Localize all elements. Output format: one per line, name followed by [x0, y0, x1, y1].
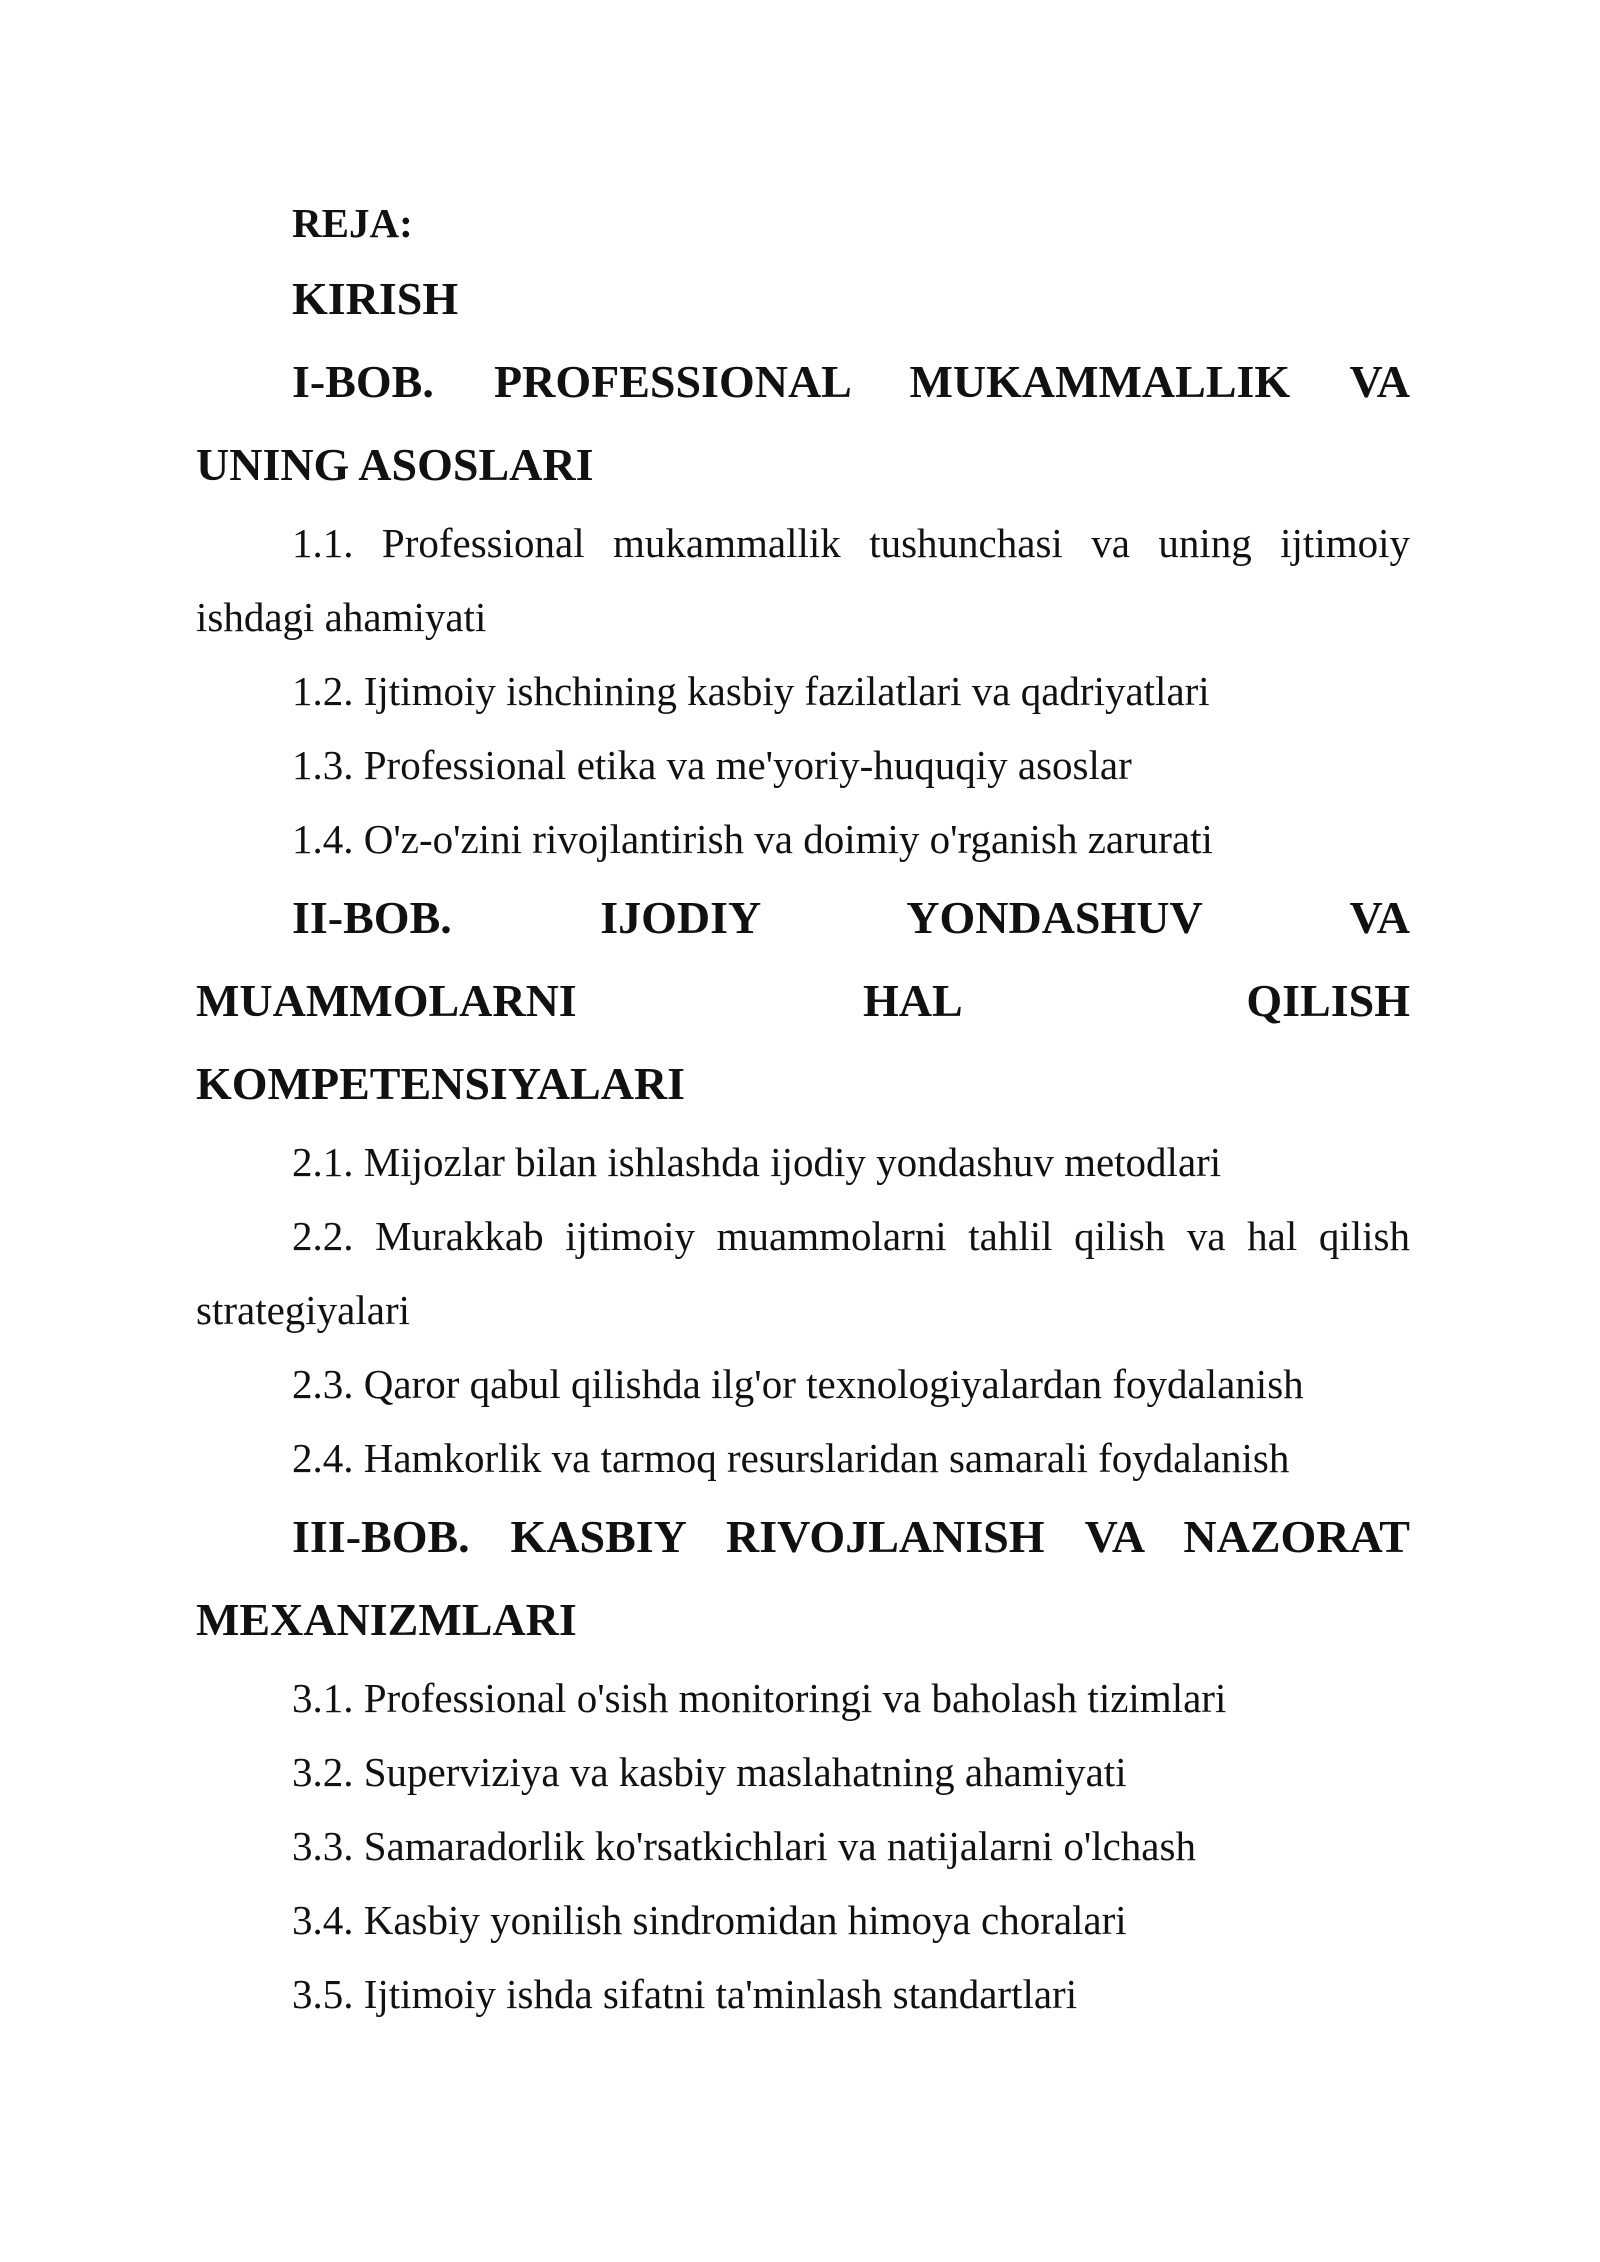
text-line: 2.2. Murakkab ijtimoiy muammolarni tahlil qilish va hal qilish [292, 1213, 1410, 1259]
chapters-list [196, 340, 1410, 2031]
section-item [196, 1199, 1410, 1347]
text-line: 2.3. Qaror qabul qilishda ilg'or texnologiyalardan foydalanish [292, 1361, 1304, 1407]
section-item [196, 1809, 1410, 1883]
intro-heading: KIRISH [292, 273, 459, 324]
plan-heading: REJA: [292, 200, 413, 246]
text-line: 3.4. Kasbiy yonilish sindromidan himoya choralari [292, 1897, 1127, 1943]
chapter-heading [196, 340, 1410, 506]
text-line: 3.2. Superviziya va kasbiy maslahatning ahamiyati [292, 1749, 1127, 1795]
text-line: KOMPETENSIYALARI [196, 1058, 686, 1109]
text-line: 1.4. O'z-o'zini rivojlantirish va doimiy o'rganish zarurati [292, 816, 1213, 862]
text-line: ishdagi ahamiyati [196, 594, 487, 640]
section-item [196, 506, 1410, 654]
chapter-heading [196, 1495, 1410, 1661]
section-item [196, 1957, 1410, 2031]
section-item [196, 1735, 1410, 1809]
section-item [196, 1125, 1410, 1199]
text-line: 3.1. Professional o'sish monitoringi va baholash tizimlari [292, 1675, 1227, 1721]
section-item [196, 1661, 1410, 1735]
text-line: 3.3. Samaradorlik ko'rsatkichlari va natijalarni o'lchash [292, 1823, 1196, 1869]
text-line: 2.4. Hamkorlik va tarmoq resurslaridan samarali foydalanish [292, 1435, 1290, 1481]
text-line: UNING ASOSLARI [196, 439, 594, 490]
text-line: 3.5. Ijtimoiy ishda sifatni ta'minlash standartlari [292, 1971, 1078, 2017]
text-line: MUAMMOLARNI HAL QILISH [196, 975, 1410, 1026]
text-line: 1.2. Ijtimoiy ishchining kasbiy fazilatlari va qadriyatlari [292, 668, 1210, 714]
section-item [196, 1421, 1410, 1495]
section-item [196, 728, 1410, 802]
table-of-contents [196, 188, 1410, 2031]
text-line: II-BOB. IJODIY YONDASHUV VA [292, 892, 1410, 943]
section-item [196, 1883, 1410, 1957]
text-line: 1.3. Professional etika va me'yoriy-huquqiy asoslar [292, 742, 1132, 788]
text-line: strategiyalari [196, 1287, 411, 1333]
text-line: MEXANIZMLARI [196, 1594, 577, 1645]
section-item [196, 654, 1410, 728]
chapter-heading [196, 876, 1410, 1125]
section-item [196, 802, 1410, 876]
text-line: 1.1. Professional mukammallik tushunchasi va uning ijtimoiy [292, 520, 1410, 566]
text-line: I-BOB. PROFESSIONAL MUKAMMALLIK VA [292, 356, 1410, 407]
text-line: III-BOB. KASBIY RIVOJLANISH VA NAZORAT [292, 1511, 1410, 1562]
section-item [196, 1347, 1410, 1421]
text-line: 2.1. Mijozlar bilan ishlashda ijodiy yondashuv metodlari [292, 1139, 1222, 1185]
